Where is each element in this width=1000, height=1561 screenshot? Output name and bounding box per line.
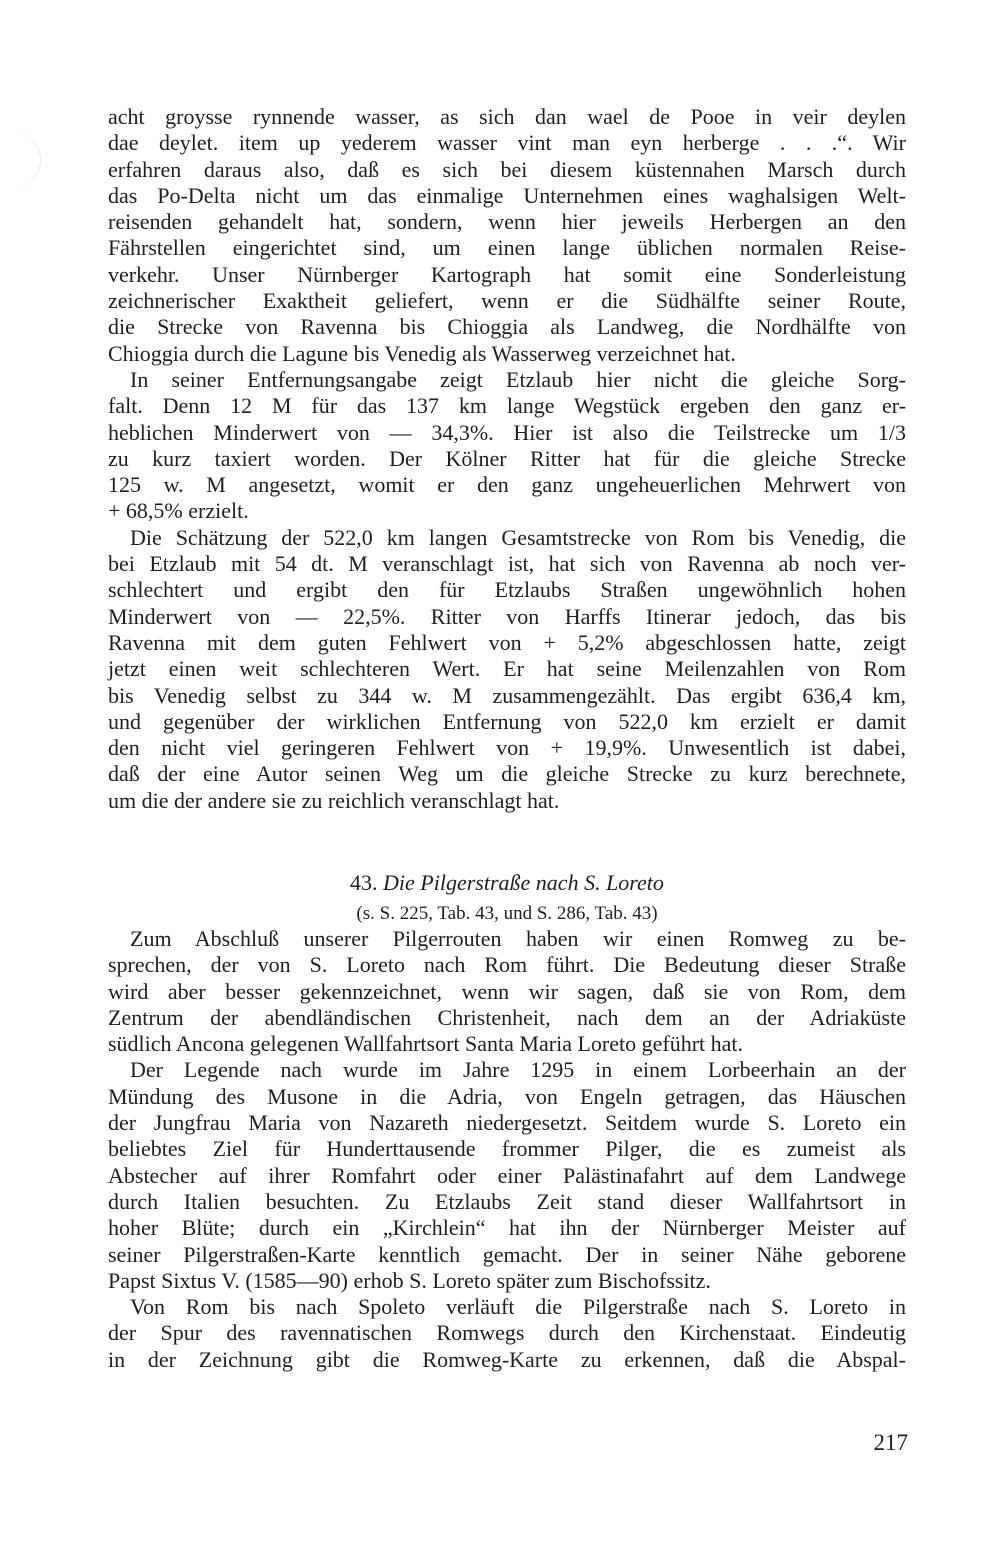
text-line: südlich Ancona gelegenen Wallfahrtsort Santa Maria Loreto geführt hat.: [108, 1031, 744, 1057]
text-line: heblichen Minderwert von — 34,3%. Hier ist also die Teilstrecke um 1/3: [108, 419, 906, 445]
section-heading: [108, 870, 906, 896]
text-line: bei Etzlaub mit 54 dt. M veranschlagt ist, hat sich von Ravenna ab noch ver-: [108, 551, 906, 577]
text-line: Die Schätzung der 522,0 km langen Gesamtstrecke von Rom bis Venedig, die: [130, 524, 906, 550]
text-line: der Jungfrau Maria von Nazareth niedergesetzt. Seitdem wurde S. Loreto ein: [108, 1110, 906, 1136]
text-line: acht groysse rynnende wasser, as sich dan wael de Pooe in veir deylen: [108, 104, 906, 129]
text-line: Ravenna mit dem guten Fehlwert von + 5,2% abgeschlossen hatte, zeigt: [108, 629, 906, 655]
text-line: + 68,5% erzielt.: [108, 498, 249, 524]
text-line: dae deylet. item up yederem wasser vint man eyn herberge . . .“. Wir: [108, 130, 906, 156]
text-line: bis Venedig selbst zu 344 w. M zusammengezählt. Das ergibt 636,4 km,: [108, 682, 906, 708]
scan-margin-mark: [0, 130, 41, 190]
text-line: Chioggia durch die Lagune bis Venedig als Wasserweg verzeichnet hat.: [108, 340, 736, 366]
text-line: Papst Sixtus V. (1585—90) erhob S. Loreto später zum Bischofssitz.: [108, 1267, 711, 1293]
text-line: sprechen, der von S. Loreto nach Rom führt. Die Bedeutung dieser Straße: [108, 952, 906, 978]
text-line: Zum Abschluß unserer Pilgerrouten haben wir einen Romweg zu be-: [130, 926, 906, 951]
text-line: verkehr. Unser Nürnberger Kartograph hat somit eine Sonderleistung: [108, 261, 906, 287]
text-line: um die der andere sie zu reichlich veranschlagt hat.: [108, 787, 560, 813]
text-line: 125 w. M angesetzt, womit er den ganz ungeheuerlichen Mehrwert von: [108, 472, 906, 498]
body-text-top: [108, 104, 906, 814]
section-number: 43.: [350, 870, 378, 895]
text-line: seiner Pilgerstraßen-Karte kenntlich gemacht. Der in seiner Nähe geborene: [108, 1241, 906, 1267]
text-line: falt. Denn 12 M für das 137 km lange Wegstück ergeben den ganz er-: [108, 393, 906, 419]
text-line: in der Zeichnung gibt die Romweg-Karte zu erkennen, daß die Abspal-: [108, 1346, 906, 1372]
page-number: 217: [873, 1430, 908, 1455]
text-line: zu kurz taxiert worden. Der Kölner Ritter hat für die gleiche Strecke: [108, 445, 906, 471]
text-line: hoher Blüte; durch ein „Kirchlein“ hat ihn der Nürnberger Meister auf: [108, 1215, 906, 1241]
text-line: Mündung des Musone in die Adria, von Engeln getragen, das Häuschen: [108, 1083, 906, 1109]
text-line: die Strecke von Ravenna bis Chioggia als Landweg, die Nordhälfte von: [108, 314, 906, 340]
text-line: daß der eine Autor seinen Weg um die gleiche Strecke zu kurz berechnete,: [108, 761, 906, 787]
section-reference: (s. S. 225, Tab. 43, und S. 286, Tab. 43): [356, 903, 658, 924]
text-line: erfahren daraus also, daß es sich bei diesem küstennahen Marsch durch: [108, 156, 906, 182]
text-line: und gegenüber der wirklichen Entfernung von 522,0 km erzielt er damit: [108, 708, 906, 734]
section-title: Die Pilgerstraße nach S. Loreto: [383, 870, 664, 895]
body-text-bottom: [108, 926, 906, 1373]
text-line: Zentrum der abendländischen Christenheit, nach dem an der Adriaküste: [108, 1004, 906, 1030]
text-line: Der Legende nach wurde im Jahre 1295 in einem Lorbeerhain an der: [130, 1057, 906, 1083]
text-line: jetzt einen weit schlechteren Wert. Er hat seine Meilenzahlen von Rom: [108, 656, 906, 682]
text-line: beliebtes Ziel für Hunderttausende frommer Pilger, die es zumeist als: [108, 1136, 906, 1162]
text-line: reisenden gehandelt hat, sondern, wenn hier jeweils Herbergen an den: [108, 209, 906, 235]
text-line: durch Italien besuchten. Zu Etzlaubs Zeit stand dieser Wallfahrtsort in: [108, 1188, 906, 1214]
text-line: Abstecher auf ihrer Romfahrt oder einer Palästinafahrt auf dem Landwege: [108, 1162, 906, 1188]
text-line: der Spur des ravennatischen Romwegs durch den Kirchenstaat. Eindeutig: [108, 1320, 906, 1346]
text-line: schlechtert und ergibt den für Etzlaubs Straßen ungewöhnlich hohen: [108, 577, 906, 603]
text-line: den nicht viel geringeren Fehlwert von + 19,9%. Unwesentlich ist dabei,: [108, 735, 906, 761]
text-line: Fährstellen eingerichtet sind, um einen lange üblichen normalen Reise-: [108, 235, 906, 261]
text-line: das Po-Delta nicht um das einmalige Unternehmen eines waghalsigen Welt-: [108, 182, 906, 208]
text-line: Von Rom bis nach Spoleto verläuft die Pilgerstraße nach S. Loreto in: [130, 1294, 906, 1320]
text-line: wird aber besser gekennzeichnet, wenn wir sagen, daß sie von Rom, dem: [108, 978, 906, 1004]
text-line: Minderwert von — 22,5%. Ritter von Harffs Itinerar jedoch, das bis: [108, 603, 906, 629]
text-line: In seiner Entfernungsangabe zeigt Etzlaub hier nicht die gleiche Sorg-: [130, 366, 906, 392]
text-line: zeichnerischer Exaktheit geliefert, wenn er die Südhälfte seiner Route,: [108, 288, 906, 314]
